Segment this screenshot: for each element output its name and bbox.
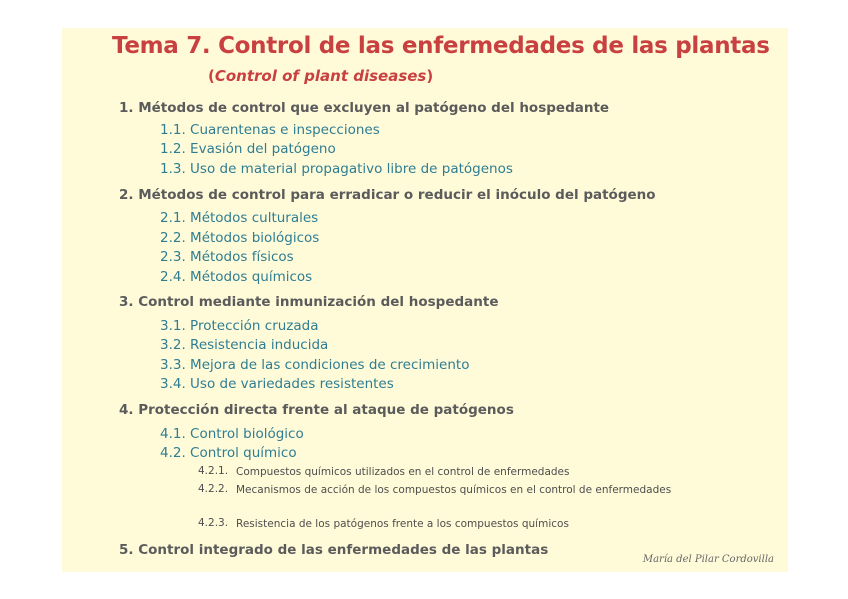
item-3-1: 3.1. Protección cruzada bbox=[160, 318, 319, 334]
item-1-2: 1.2. Evasión del patógeno bbox=[160, 141, 336, 157]
item-4-2-2-text: Mecanismos de acción de los compuestos químicos en el control de enfermedades bbox=[236, 484, 672, 496]
item-4-2-1-text: Compuestos químicos utilizados en el control de enfermedades bbox=[236, 466, 570, 478]
item-4-2-2 bbox=[198, 483, 765, 497]
slide bbox=[62, 28, 788, 572]
item-3-2: 3.2. Resistencia inducida bbox=[160, 337, 329, 353]
section-4: 4. Protección directa frente al ataque de patógenos bbox=[119, 402, 514, 418]
section-3: 3. Control mediante inmunización del hospedante bbox=[119, 294, 499, 310]
section-2: 2. Métodos de control para erradicar o reducir el inóculo del patógeno bbox=[119, 187, 656, 203]
item-4-1: 4.1. Control biológico bbox=[160, 426, 304, 442]
item-4-2-3-number: 4.2.3. bbox=[198, 517, 229, 529]
item-4-2-3-text: Resistencia de los patógenos frente a los compuestos químicos bbox=[236, 518, 569, 530]
item-1-3: 1.3. Uso de material propagativo libre de patógenos bbox=[160, 161, 513, 177]
item-4-2: 4.2. Control químico bbox=[160, 445, 297, 461]
item-2-1: 2.1. Métodos culturales bbox=[160, 210, 319, 226]
author-credit: María del Pilar Cordovilla bbox=[642, 554, 774, 565]
item-3-4: 3.4. Uso de variedades resistentes bbox=[160, 376, 394, 392]
item-1-1: 1.1. Cuarentenas e inspecciones bbox=[160, 122, 380, 138]
slide-title: Tema 7. Control de las enfermedades de las plantas bbox=[112, 33, 770, 59]
item-4-2-3 bbox=[198, 517, 765, 531]
item-2-3: 2.3. Métodos físicos bbox=[160, 249, 294, 265]
item-2-4: 2.4. Métodos químicos bbox=[160, 269, 313, 285]
item-3-3: 3.3. Mejora de las condiciones de crecimiento bbox=[160, 357, 470, 373]
item-4-2-1 bbox=[198, 465, 765, 479]
section-1: 1. Métodos de control que excluyen al patógeno del hospedante bbox=[119, 100, 610, 116]
item-4-2-1-number: 4.2.1. bbox=[198, 465, 229, 477]
item-2-2: 2.2. Métodos biológicos bbox=[160, 230, 320, 246]
slide-subtitle: (Control of plant diseases) bbox=[208, 67, 434, 85]
item-4-2-2-number: 4.2.2. bbox=[198, 483, 229, 495]
section-5: 5. Control integrado de las enfermedades de las plantas bbox=[119, 542, 549, 558]
